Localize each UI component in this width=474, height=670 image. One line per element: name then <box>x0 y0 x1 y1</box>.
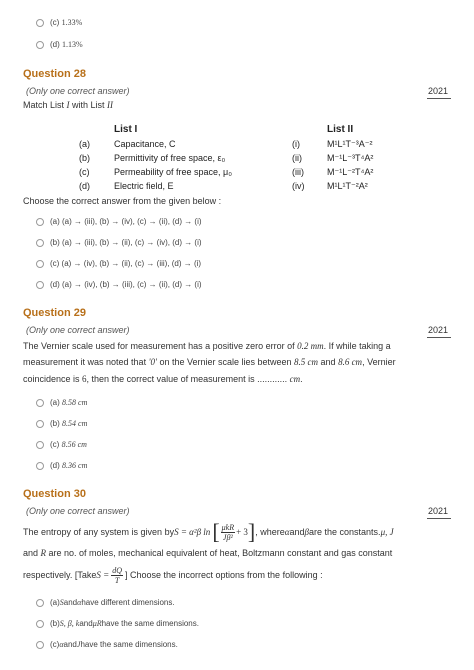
option-c[interactable]: (c) α and J have the same dimensions. <box>36 640 178 649</box>
question-29-subtitle: (Only one correct answer) <box>26 325 130 335</box>
question-29-text-line2: measurement it was noted that '0' on the Vernier scale lies between 8.5 cm and 8.6 cm, Vernier <box>23 357 396 367</box>
row-roman: (ii) <box>292 153 302 163</box>
row-value: M⁻¹L⁻²T⁴A² <box>327 167 374 177</box>
radio-icon[interactable] <box>36 599 44 607</box>
radio-icon[interactable] <box>36 399 44 407</box>
year-underline <box>427 518 451 519</box>
row-roman: (i) <box>292 139 300 149</box>
row-item: Electric field, E <box>114 181 174 191</box>
year-underline <box>427 98 451 99</box>
option-d[interactable]: (d) 1.13% <box>36 40 83 49</box>
question-30-text-line3: respectively. [Take S = $\frac{dQ}{T}$ ] Choose the incorrect options from the following : <box>23 565 323 585</box>
question-28-title: Question 28 <box>23 68 86 80</box>
radio-icon[interactable] <box>36 441 44 449</box>
row-item: Capacitance, C <box>114 139 176 149</box>
option-b[interactable]: (b) S, β, k and μR have the same dimensions. <box>36 619 199 628</box>
radio-icon[interactable] <box>36 462 44 470</box>
question-28-choose: Choose the correct answer from the given below : <box>23 196 222 206</box>
row-label: (c) <box>79 167 90 177</box>
question-29-text-line3: coincidence is 6, then the correct value of measurement is ............ cm. <box>23 374 303 384</box>
row-label: (d) <box>79 181 90 191</box>
radio-icon[interactable] <box>36 620 44 628</box>
radio-icon[interactable] <box>36 41 44 49</box>
question-28-prompt: Match List I with List II <box>23 100 114 110</box>
fraction: μkR Jβ² <box>221 522 235 542</box>
radio-icon[interactable] <box>36 239 44 247</box>
row-value: M⁻¹L⁻³T⁴A² <box>327 153 374 163</box>
left-bracket: [ <box>212 519 220 544</box>
radio-icon[interactable] <box>36 218 44 226</box>
question-29-title: Question 29 <box>23 307 86 319</box>
option-a[interactable]: (a) S and α have different dimensions. <box>36 598 175 607</box>
right-bracket: ] <box>247 519 256 544</box>
year-underline <box>427 337 451 338</box>
row-value: M¹L¹T⁻²A² <box>327 181 368 191</box>
question-30-subtitle: (Only one correct answer) <box>26 506 130 516</box>
question-29-text-line1: The Vernier scale used for measurement has a positive zero error of 0.2 mm. If while taking a <box>23 341 391 351</box>
option-b[interactable]: (b) 8.54 cm <box>36 419 87 428</box>
row-roman: (iv) <box>292 181 305 191</box>
option-c[interactable]: (c) 1.33% <box>36 18 82 27</box>
row-label: (a) <box>79 139 90 149</box>
option-a[interactable]: (a) (a) → (iii), (b) → (iv), (c) → (ii), (d) → (i) <box>36 217 202 226</box>
list-2-heading: List II <box>327 124 354 135</box>
row-roman: (iii) <box>292 167 304 177</box>
row-label: (b) <box>79 153 90 163</box>
radio-icon[interactable] <box>36 260 44 268</box>
question-28-year: 2021 <box>427 86 448 96</box>
option-d[interactable]: (d) 8.36 cm <box>36 461 87 470</box>
question-30-text-line2: and R are no. of moles, mechanical equivalent of heat, Boltzmann constant and gas constant <box>23 548 393 558</box>
question-28-subtitle: (Only one correct answer) <box>26 86 130 96</box>
fraction: $\frac{dQ}{T}$ <box>112 565 122 585</box>
option-c[interactable]: (c) (a) → (iv), (b) → (ii), (c) → (iii), (d) → (i) <box>36 259 201 268</box>
option-a[interactable]: (a) 8.58 cm <box>36 398 87 407</box>
radio-icon[interactable] <box>36 641 44 649</box>
row-item: Permittivity of free space, ε₀ <box>114 153 226 163</box>
radio-icon[interactable] <box>36 19 44 27</box>
question-30-year: 2021 <box>427 506 448 516</box>
list-1-heading: List I <box>114 124 138 135</box>
radio-icon[interactable] <box>36 420 44 428</box>
radio-icon[interactable] <box>36 281 44 289</box>
question-29-year: 2021 <box>427 325 448 335</box>
option-c[interactable]: (c) 8.56 cm <box>36 440 87 449</box>
row-value: M¹L¹T⁻³A⁻² <box>327 139 373 149</box>
question-30-title: Question 30 <box>23 488 86 500</box>
question-30-text-line1: The entropy of any system is given by S = α²β ln [ μkR Jβ² + 3 ] , where α and β are the constants. μ, J <box>23 519 394 544</box>
option-d[interactable]: (d) (a) → (iv), (b) → (iii), (c) → (ii), (d) → (i) <box>36 280 202 289</box>
option-b[interactable]: (b) (a) → (iii), (b) → (ii), (c) → (iv), (d) → (i) <box>36 238 202 247</box>
row-item: Permeability of free space, μ₀ <box>114 167 232 177</box>
